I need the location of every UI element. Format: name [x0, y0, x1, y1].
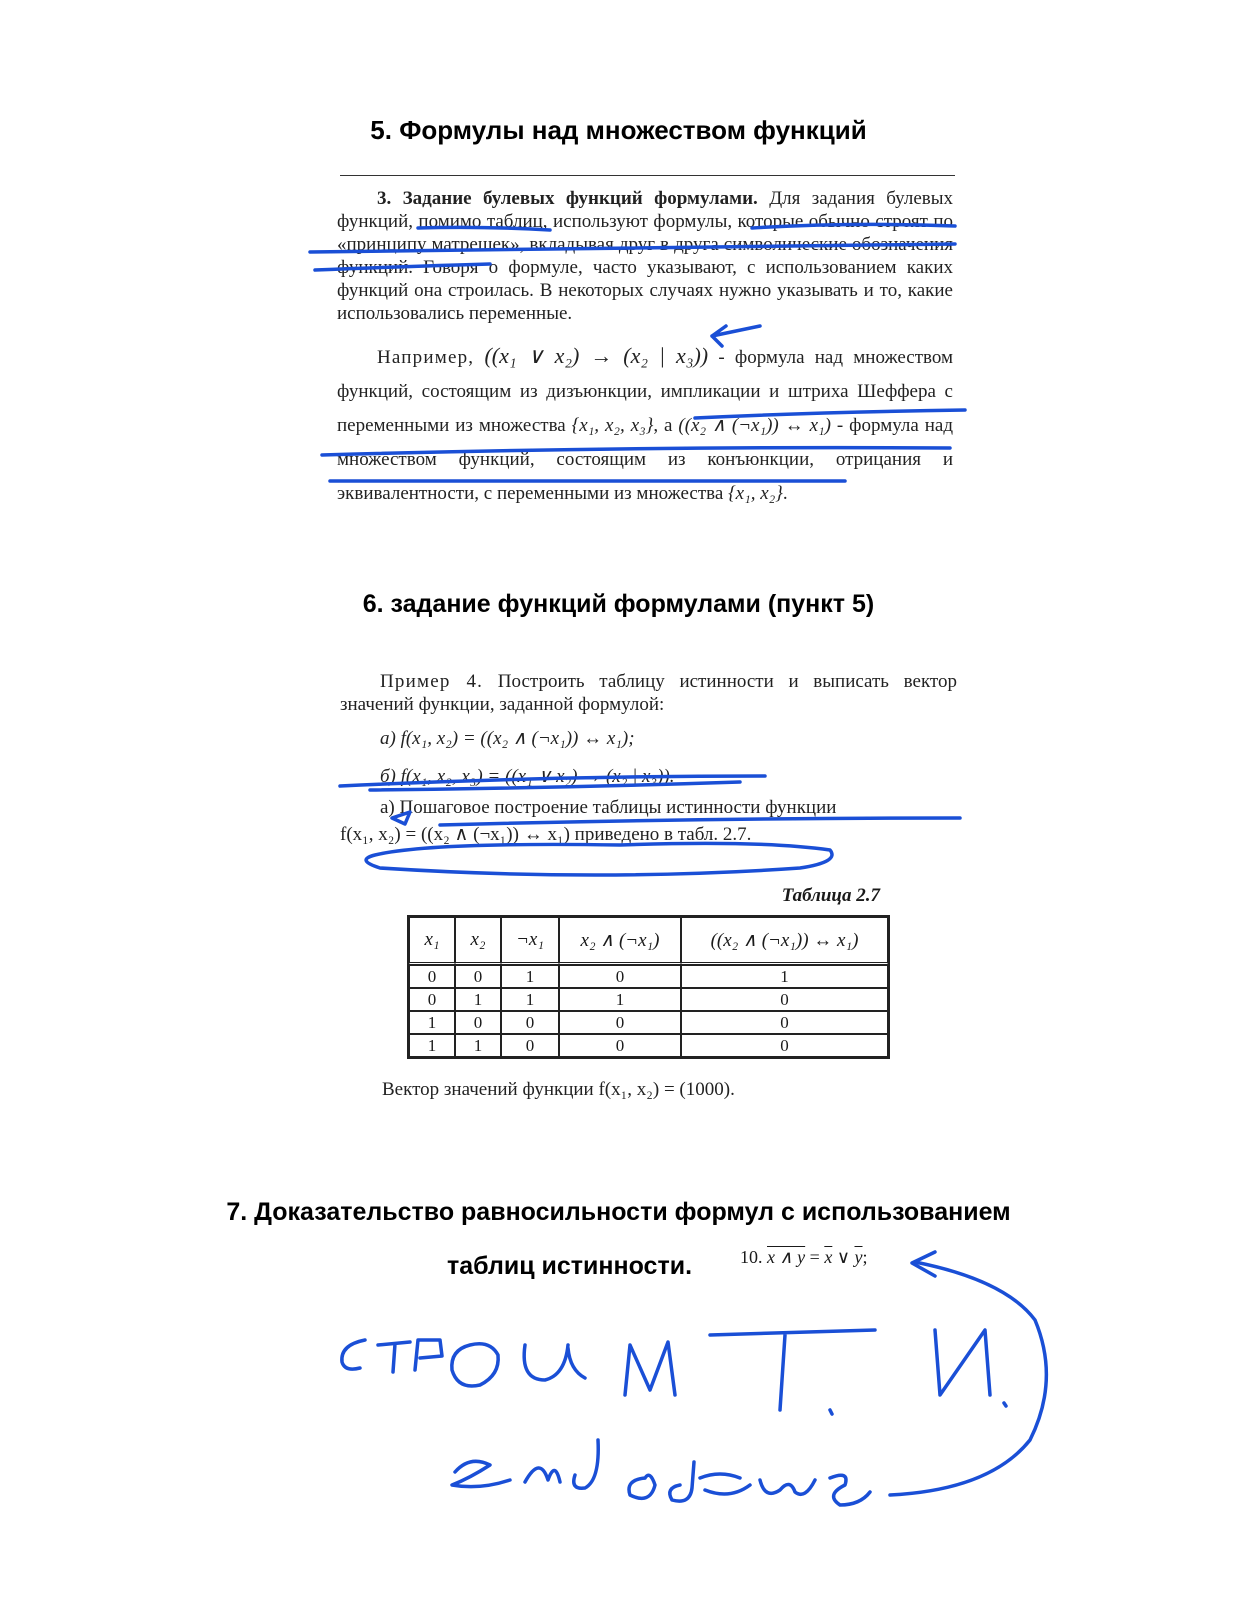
table-cell: 0 — [501, 1034, 559, 1057]
variable-set-1: {x₁, x₂, x₃} — [571, 415, 654, 436]
example-formula-2: ((x₂ ∧ (¬x₁)) ↔ x₁) — [678, 415, 831, 436]
table-row — [409, 988, 888, 1011]
col-header: x₁ — [409, 917, 455, 965]
col-header: x₂ ∧ (¬x₁) — [559, 917, 681, 965]
example-4-item-b: б) f(x₁, x₂, x₃) = ((x₁ ∨ x₂) → (x₂ | x₃)). — [380, 766, 675, 787]
handwriting-stroke — [1004, 1403, 1006, 1406]
handwriting-stroke — [415, 1340, 442, 1370]
table-cell: 0 — [681, 988, 888, 1011]
table-cell: 1 — [681, 965, 888, 988]
example-end: . — [782, 483, 788, 504]
table-cell: 0 — [409, 965, 455, 988]
table-cell: 0 — [681, 1034, 888, 1057]
handwriting-stroke — [342, 1340, 365, 1369]
table-cell: 0 — [455, 965, 501, 988]
handwriting-stroke — [629, 1475, 655, 1498]
table-cell: 1 — [455, 1034, 501, 1057]
vector-line: Вектор значений функции f(x₁, x₂) = (1000). — [382, 1079, 735, 1100]
handwriting-stroke — [625, 1342, 675, 1395]
table-cell: 0 — [409, 988, 455, 1011]
solution-line-2: f(x₁, x₂) = ((x₂ ∧ (¬x₁)) ↔ x₁) приведено в табл. 2.7. — [340, 824, 752, 845]
table-cell: 1 — [409, 1011, 455, 1034]
heading-section-5: 5. Формулы над множеством функций — [370, 115, 867, 145]
heading-section-7-line-2: таблиц истинности. — [447, 1252, 693, 1280]
col-header: ((x₂ ∧ (¬x₁)) ↔ x₁) — [681, 917, 888, 965]
col-header: x₂ — [455, 917, 501, 965]
col-header: ¬x₁ — [501, 917, 559, 965]
table-cell: 0 — [559, 1034, 681, 1057]
example-word: Например, — [377, 347, 475, 368]
handwriting-stroke — [525, 1468, 560, 1482]
formula-eq: = — [805, 1247, 825, 1267]
example-text-2: , а — [653, 415, 679, 436]
table-cell: 0 — [559, 965, 681, 988]
table-cell: 1 — [409, 1034, 455, 1057]
section-3-title: 3. Задание булевых функций формулами. — [377, 188, 758, 209]
table-cell: 1 — [559, 988, 681, 1011]
handwriting-stroke — [830, 1475, 870, 1505]
heading-section-6: 6. задание функций формулами (пункт 5) — [362, 590, 875, 618]
formula-or: ∨ — [832, 1247, 855, 1267]
handwriting-stroke — [378, 1342, 410, 1372]
table-cell: 0 — [559, 1011, 681, 1034]
table-row — [409, 1011, 888, 1034]
handwriting-stroke — [760, 1480, 815, 1494]
heading-section-7-line-1: 7. Доказательство равносильности формул с использованием — [226, 1198, 1011, 1226]
table-cell: 1 — [501, 965, 559, 988]
formula-number: 10. — [740, 1247, 763, 1267]
handwriting-stroke — [574, 1440, 598, 1488]
formula-end: ; — [862, 1247, 868, 1267]
table-cell: 1 — [501, 988, 559, 1011]
curve-arrow — [890, 1262, 1046, 1495]
example-text-3: - формула над множеством функций, состоящим из конъюнкции, отрицания и эквивалентности, с переменными из множества — [337, 415, 953, 504]
example-4-text: Построить таблицу истинности и выписать вектор значений функции, заданной формулой: — [340, 671, 957, 715]
table-row — [409, 1034, 888, 1057]
formula-lhs: x ∧ y — [767, 1247, 806, 1267]
formula-x: $\overline{x}$ — [824, 1247, 833, 1267]
example-4-item-a: а) f(x₁, x₂) = ((x₂ ∧ (¬x₁)) ↔ x₁); — [380, 728, 635, 749]
variable-set-2: {x₁, x₂} — [728, 483, 783, 504]
handwriting-stroke — [524, 1345, 585, 1380]
example-text-1: - формула над множеством функций, состоящим из дизъюнкции, импликации и штриха Шеффера с переменными из множества — [337, 347, 954, 436]
table-cell: 0 — [455, 1011, 501, 1034]
truth-table — [407, 915, 890, 1059]
handwriting-stroke — [710, 1330, 875, 1410]
handwriting-stroke — [700, 1474, 750, 1494]
handwriting-stroke — [830, 1410, 832, 1414]
handwriting-stroke — [452, 1344, 498, 1386]
table-header-row — [409, 917, 888, 965]
solution-line-1: а) Пошаговое построение таблицы истинности функции — [380, 797, 837, 818]
divider-line — [340, 175, 955, 176]
section-3-text: Для задания булевых функций, помимо таблиц, используют формулы, которые обычно строят по «принципу матрешек», вкладывая друг в друга символические обозначения функций. Говоря о формуле, часто указывают, с использованием каких функций она строилась. В некоторых случаях нужно указывать и то, какие использовались переменные. — [337, 188, 953, 324]
loop-mark — [366, 843, 832, 875]
table-row — [409, 965, 888, 988]
example-paragraph — [337, 339, 953, 511]
formula-y: $\overline{y}$ — [854, 1247, 863, 1267]
section-3-paragraph — [337, 187, 953, 325]
example-4-label: Пример 4. — [380, 671, 484, 692]
example-formula-1: ((x₁ ∨ x₂) → (x₂ | x₃)) — [484, 343, 709, 368]
example-4-block — [340, 670, 957, 846]
handwriting-stroke — [670, 1462, 694, 1501]
handwriting-stroke — [935, 1330, 990, 1395]
handwriting-stroke — [452, 1461, 510, 1486]
arrow-icon — [912, 1252, 935, 1276]
identity-formula-10 — [740, 1247, 868, 1268]
table-cell: 0 — [501, 1011, 559, 1034]
table-caption: Таблица 2.7 — [781, 885, 880, 906]
example-4-intro — [340, 670, 957, 716]
table-cell: 1 — [455, 988, 501, 1011]
table-cell: 0 — [681, 1011, 888, 1034]
section-3-block — [337, 187, 953, 511]
